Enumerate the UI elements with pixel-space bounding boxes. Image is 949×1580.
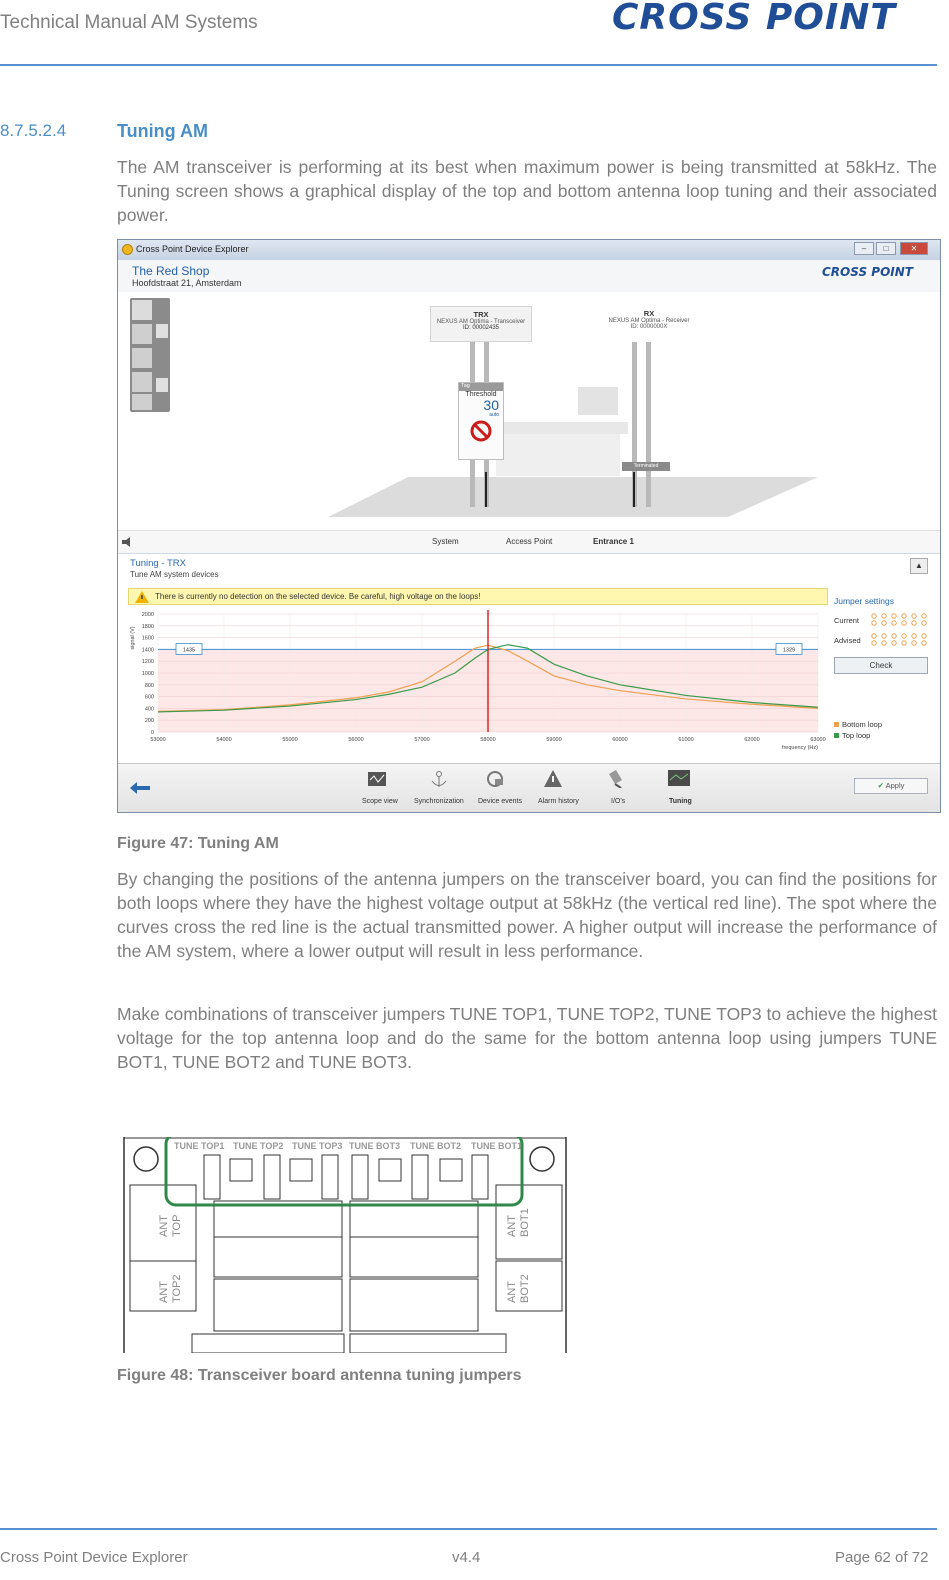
jumper-tune-top1 (204, 1155, 220, 1199)
connector-bottom-right (350, 1334, 506, 1353)
trx-model: NEXUS AM Optima - Transceiver (436, 319, 526, 325)
minimize-button[interactable]: – (854, 242, 874, 255)
x-axis-label: frequency (Hz) (781, 745, 818, 751)
check-icon: ✔ (877, 781, 886, 790)
threshold-left-value: 1435 (182, 647, 196, 654)
x-tick-label: 59000 (546, 737, 562, 743)
disabled-icon (459, 418, 505, 444)
ant-top1-line2: TOP (171, 1214, 183, 1237)
jumper-dots (870, 612, 932, 648)
rx-pole-b (646, 342, 651, 507)
x-tick-label: 58000 (480, 737, 496, 743)
warning-bar (128, 588, 828, 605)
tuning-label[interactable]: Tuning (669, 798, 692, 805)
rx-id: ID: 0000000X (630, 324, 668, 330)
check-button[interactable]: Check (834, 657, 928, 674)
label-tune-top3: TUNE TOP3 (292, 1141, 343, 1151)
y-tick-label: 800 (144, 682, 154, 689)
jumper-explanation-paragraph: By changing the positions of the antenna jumpers on the transceiver board, you can find the positions for both loops where they have the highest voltage output at 58kHz (the vertical red line). The spot where the curves cross the red line is the actual transmitted power. A higher output will increase the performance of the AM system, where a lower output will result in less performance. (117, 869, 937, 961)
tag-label: Tag (459, 383, 503, 391)
x-tick-label: 63000 (810, 737, 826, 743)
intro-paragraph: The AM transceiver is performing at its best when maximum power is being transmitted at 58kHz. The Tuning screen shows a graphical display of the top and bottom antenna loop tuning and their associated power. (117, 157, 937, 225)
pad-4 (440, 1159, 462, 1181)
tuning-panel (118, 553, 940, 763)
back-arrow-icon[interactable] (130, 782, 150, 794)
register (578, 387, 618, 415)
footer-left: Cross Point Device Explorer (0, 1549, 188, 1566)
ios-label[interactable]: I/O's (611, 798, 626, 805)
ant-top2-line1: ANT (158, 1281, 170, 1303)
transceiver-board-figure (122, 1137, 568, 1353)
ant-bot2-line1: ANT (506, 1281, 518, 1303)
bottom-toolbar (118, 763, 940, 813)
section-number: 8.7.5.2.4 (0, 121, 67, 140)
window-title: Cross Point Device Explorer (136, 244, 249, 254)
tools-icon[interactable] (132, 372, 152, 392)
tuning-panel-subtitle: Tune AM system devices (130, 570, 219, 579)
anchor-icon[interactable] (430, 770, 448, 788)
mount-hole-left (134, 1147, 158, 1171)
section-title: Tuning AM (117, 121, 208, 141)
y-tick-label: 2000 (141, 612, 154, 618)
speaker-icon[interactable] (122, 537, 134, 547)
ant-top2-line2: TOP2 (171, 1274, 183, 1303)
cross-point-logo: CROSS POINT (612, 0, 896, 38)
apply-button[interactable] (854, 778, 928, 794)
y-tick-label: 200 (144, 718, 154, 725)
tab-entrance-1[interactable]: Entrance 1 (593, 537, 634, 546)
threshold-value: 30 (483, 397, 499, 413)
synchronization-label[interactable]: Synchronization (414, 798, 464, 805)
scope-view-label[interactable]: Scope view (362, 798, 398, 805)
maximize-button[interactable]: □ (876, 242, 896, 255)
label-tune-bot1: TUNE BOT1 (471, 1141, 523, 1151)
device-events-icon[interactable] (486, 770, 504, 788)
y-tick-label: 600 (144, 694, 154, 701)
mount-hole-right (530, 1147, 554, 1171)
threshold-box[interactable] (458, 382, 504, 460)
floor (328, 477, 818, 517)
label-tune-top2: TUNE TOP2 (233, 1141, 284, 1151)
system-scene (118, 292, 940, 542)
legend-bottom-swatch (834, 722, 839, 727)
nav-icons (130, 298, 170, 412)
x-tick-label: 54000 (216, 737, 232, 743)
x-tick-label: 57000 (414, 737, 430, 743)
x-tick-label: 61000 (678, 737, 694, 743)
counter (496, 434, 620, 476)
pad-2 (290, 1159, 312, 1181)
jumper-tune-top2 (264, 1155, 280, 1199)
collapse-button[interactable]: ▲ (910, 558, 928, 574)
jumper-tune-bot3 (352, 1155, 368, 1199)
footer-version: v4.4 (452, 1549, 481, 1566)
header-divider (0, 64, 937, 66)
tab-access-point[interactable]: Access Point (506, 537, 553, 546)
relay-3 (214, 1237, 342, 1277)
jumper-current-label: Current (834, 616, 860, 625)
x-tick-label: 60000 (612, 737, 628, 743)
close-button[interactable]: ✕ (900, 242, 928, 255)
x-tick-label: 56000 (348, 737, 364, 743)
threshold-right-value: 1329 (782, 647, 796, 654)
ant-top1-line1: ANT (158, 1215, 170, 1237)
tuning-panel-title: Tuning - TRX (130, 558, 186, 569)
list-icon[interactable] (132, 348, 152, 368)
rx-card[interactable] (598, 306, 700, 342)
jumper-tune-bot2 (412, 1155, 428, 1199)
y-tick-label: 1400 (141, 647, 154, 654)
shop-address: Hoofdstraat 21, Amsterdam (132, 278, 242, 288)
counter-top (488, 422, 628, 434)
import-icon[interactable] (156, 378, 168, 392)
footer-page-number: Page 62 of 72 (835, 1549, 929, 1566)
header-title: Technical Manual AM Systems (0, 12, 258, 33)
y-tick-label: 1000 (141, 671, 154, 677)
y-tick-label: 400 (144, 706, 154, 713)
alarm-history-icon[interactable] (544, 770, 562, 788)
app-icon (122, 244, 133, 255)
footer-divider (0, 1528, 937, 1530)
legend-top-label: Top loop (842, 731, 871, 740)
rx-title: RX (643, 309, 655, 318)
tuning-chart (126, 608, 830, 758)
alarm-history-label[interactable]: Alarm history (538, 798, 579, 805)
jumper-tune-bot1 (472, 1155, 488, 1199)
label-tune-bot3: TUNE BOT3 (349, 1141, 401, 1151)
figure-47-caption: Figure 47: Tuning AM (117, 835, 279, 852)
left-nav-panel (130, 298, 170, 412)
ant-bot1-line1: ANT (506, 1215, 518, 1237)
terminated-tag: Terminated (622, 462, 670, 471)
jumper-tune-top3 (322, 1155, 338, 1199)
pad-3 (379, 1159, 401, 1181)
relay-6 (350, 1279, 478, 1331)
scope-view-icon[interactable] (368, 770, 386, 788)
io-plug-icon[interactable] (606, 770, 624, 788)
ant-bot1-line2: BOT1 (519, 1208, 531, 1237)
location-tabs (118, 530, 940, 552)
threshold-label: Threshold (465, 391, 497, 398)
pad-1 (230, 1159, 252, 1181)
export-icon[interactable] (156, 324, 168, 338)
relay-4 (350, 1237, 478, 1277)
figure-48-caption: Figure 48: Transceiver board antenna tuning jumpers (117, 1367, 522, 1384)
y-tick-label: 0 (150, 730, 154, 736)
window-titlebar (118, 240, 940, 260)
board-drawing (122, 1137, 568, 1353)
connector-bottom-left (192, 1334, 344, 1353)
x-tick-label: 62000 (744, 737, 760, 743)
shop-name: The Red Shop (132, 264, 210, 278)
label-tune-bot2: TUNE BOT2 (410, 1141, 462, 1151)
device-explorer-screenshot (117, 239, 941, 813)
y-tick-label: 1800 (141, 623, 154, 630)
device-events-label[interactable]: Device events (478, 798, 522, 805)
apply-label: Apply (885, 781, 905, 790)
label-tune-top1: TUNE TOP1 (174, 1141, 225, 1151)
ant-bot2-line2: BOT2 (519, 1274, 531, 1303)
rx-model: NEXUS AM Optima - Receiver (608, 318, 690, 324)
warning-icon (135, 591, 149, 603)
threshold-mode: auto (489, 412, 499, 418)
trx-card[interactable] (430, 306, 532, 342)
jumper-advised-label: Advised (834, 636, 861, 645)
warning-text: There is currently no detection on the selected device. Be careful, high voltage on the loops! (155, 592, 481, 601)
tuning-icon[interactable] (668, 768, 690, 788)
y-tick-label: 1600 (141, 635, 154, 642)
legend-bottom-loop (834, 720, 882, 729)
device-icon[interactable] (132, 324, 152, 344)
legend-top-swatch (834, 733, 839, 738)
y-axis-label: signal (V) (130, 626, 136, 650)
y-tick-label: 1200 (141, 659, 154, 666)
x-tick-label: 53000 (150, 737, 166, 743)
user-icon[interactable] (132, 394, 152, 410)
trx-id: ID: 00002435 (462, 325, 500, 331)
jumper-settings-title: Jumper settings (834, 596, 894, 606)
relay-5 (214, 1279, 342, 1331)
trx-title: TRX (473, 310, 489, 319)
legend-bottom-label: Bottom loop (842, 720, 883, 729)
legend-top-loop (834, 731, 870, 740)
window-logo: CROSS POINT (822, 265, 913, 279)
home-icon[interactable] (132, 300, 152, 320)
jumper-combinations-paragraph: Make combinations of transceiver jumpers TUNE TOP1, TUNE TOP2, TUNE TOP3 to achieve the highest voltage for the top antenna loop and do the same for the bottom antenna loop using jumpers TUNE BOT1, TUNE BOT2 and TUNE BOT3. (117, 1004, 937, 1072)
x-tick-label: 55000 (282, 737, 298, 743)
tab-system[interactable]: System (432, 537, 459, 546)
